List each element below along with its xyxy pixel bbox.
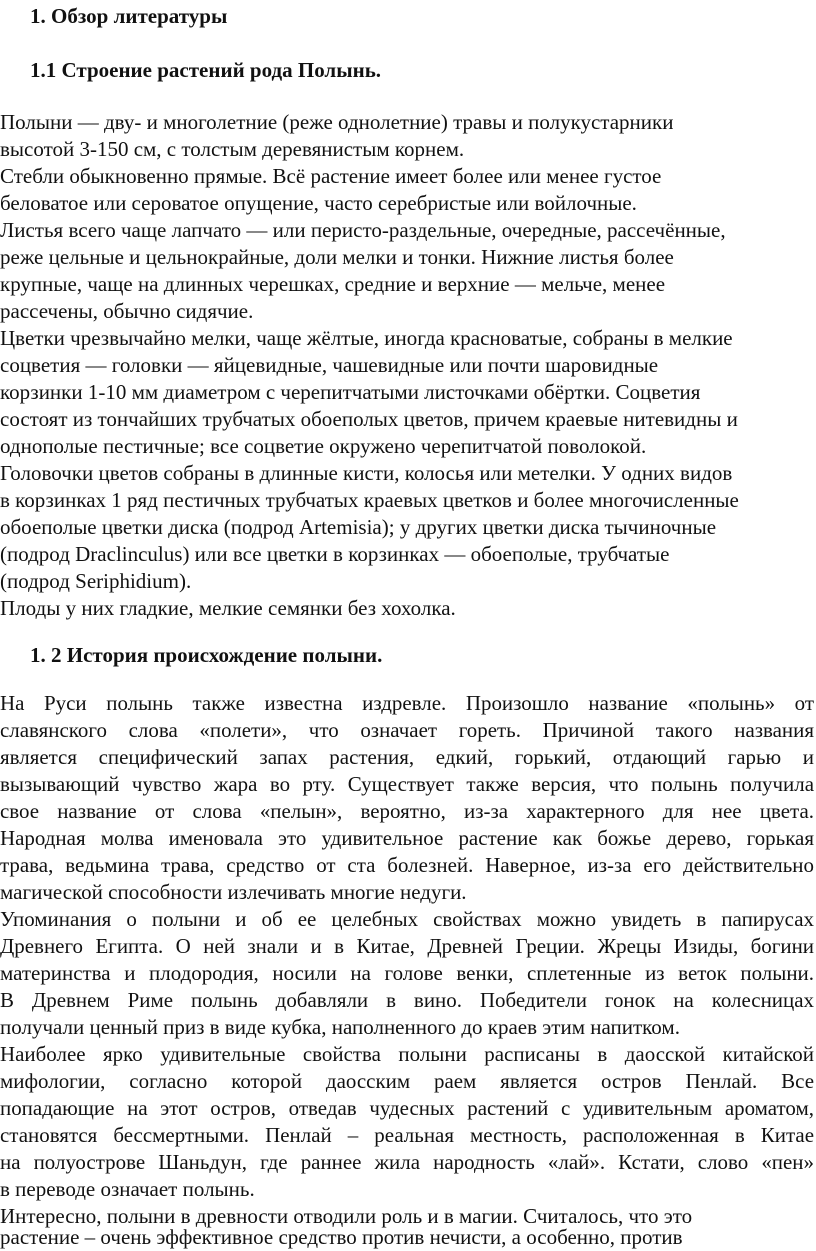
text-line: магической способности излечивать многие недуги. <box>0 880 467 904</box>
text-line: Головочки цветов собраны в длинные кисти, колосья или метелки. У одних видов <box>0 461 733 485</box>
text-line: соцветия — головки — яйцевидные, чашевидные или почти шаровидные <box>0 353 659 377</box>
text-line: В Древнем Риме полынь добавляли в вино. Победители гонок на колесницах <box>0 988 814 1012</box>
text-line: Полыни — дву- и многолетние (реже однолетние) травы и полукустарники <box>0 110 674 134</box>
text-line: обоеполые цветки диска (подрод Artemisia); у других цветки диска тычиночные <box>0 515 717 539</box>
heading-section-1-2: 1. 2 История происхождение полыни. <box>30 643 383 667</box>
text-line: (подрод Draclinculus) или все цветки в корзинках — обоеполые, трубчатые <box>0 542 670 566</box>
text-line: свое название от слова «пелын», вероятно, из-за характерного для нее цвета. <box>0 799 814 823</box>
text-line: попадающие на этот остров, отведав чудесных растений с удивительным ароматом, <box>0 1096 814 1120</box>
text-line: Древнего Египта. О ней знали и в Китае, Древней Греции. Жрецы Изиды, богини <box>0 934 814 958</box>
heading-section-1-1: 1.1 Строение растений рода Полынь. <box>30 58 382 82</box>
text-line: корзинки 1-10 мм диаметром с черепитчатыми листочками обёртки. Соцветия <box>0 380 701 404</box>
text-line: Наиболее ярко удивительные свойства полыни расписаны в даосской китайской <box>0 1042 814 1066</box>
text-line: однополые пестичные; все соцветие окружено черепитчатой поволокой. <box>0 434 647 458</box>
text-line: материнства и плодородия, носили на голове венки, сплетенные из веток полыни. <box>0 961 814 985</box>
text-line: на полуострове Шаньдун, где раннее жила народность «лай». Кстати, слово «пен» <box>0 1150 814 1174</box>
text-line: реже цельные и цельнокрайные, доли мелки и тонки. Нижние листья более <box>0 245 674 269</box>
text-line: Плоды у них гладкие, мелкие семянки без хохолка. <box>0 596 456 620</box>
text-line: Листья всего чаще лапчато — или перисто-раздельные, очередные, рассечённые, <box>0 218 726 242</box>
text-line: славянского слова «полети», что означает гореть. Причиной такого названия <box>0 718 814 742</box>
text-line: Интересно, полыни в древности отводили роль и в магии. Считалось, что это <box>0 1204 693 1228</box>
text-line: беловатое или сероватое опущение, часто серебристые или войлочные. <box>0 191 637 215</box>
heading-section-1: 1. Обзор литературы <box>30 4 228 28</box>
text-line: Стебли обыкновенно прямые. Всё растение имеет более или менее густое <box>0 164 662 188</box>
text-line: Народная молва именовала это удивительное растение как божье дерево, горькая <box>0 826 814 850</box>
text-line: в корзинках 1 ряд пестичных трубчатых краевых цветков и более многочисленные <box>0 488 739 512</box>
text-line: высотой 3-150 см, с толстым деревянистым корнем. <box>0 137 465 161</box>
text-line: (подрод Seriphidium). <box>0 569 192 593</box>
text-line: состоят из тончайших трубчатых обоеполых цветов, причем краевые нитевидны и <box>0 407 738 431</box>
text-line: растение – очень эффективное средство против нечисти, а особенно, против <box>0 1225 683 1249</box>
text-line: На Руси полынь также известна издревле. Произошло название «полынь» от <box>0 691 814 715</box>
text-line: Цветки чрезвычайно мелки, чаще жёлтые, иногда красноватые, собраны в мелкие <box>0 326 733 350</box>
text-line: становятся бессмертными. Пенлай – реальная местность, расположенная в Китае <box>0 1123 814 1147</box>
text-line: является специфический запах растения, едкий, горький, отдающий гарью и <box>0 745 814 769</box>
text-line: получали ценный приз в виде кубка, наполненного до краев этим напитком. <box>0 1015 680 1039</box>
text-line: трава, ведьмина трава, средство от ста болезней. Наверное, из-за его действительно <box>0 853 814 877</box>
text-line: Упоминания о полыни и об ее целебных свойствах можно увидеть в папирусах <box>0 907 814 931</box>
text-line: рассечены, обычно сидячие. <box>0 299 254 323</box>
text-line: в переводе означает полынь. <box>0 1177 255 1201</box>
text-line: мифологии, согласно которой даосским раем является остров Пенлай. Все <box>0 1069 814 1093</box>
text-line: вызывающий чувство жара во рту. Существует также версия, что полынь получила <box>0 772 814 796</box>
text-line: крупные, чаще на длинных черешках, средние и верхние — мельче, менее <box>0 272 666 296</box>
